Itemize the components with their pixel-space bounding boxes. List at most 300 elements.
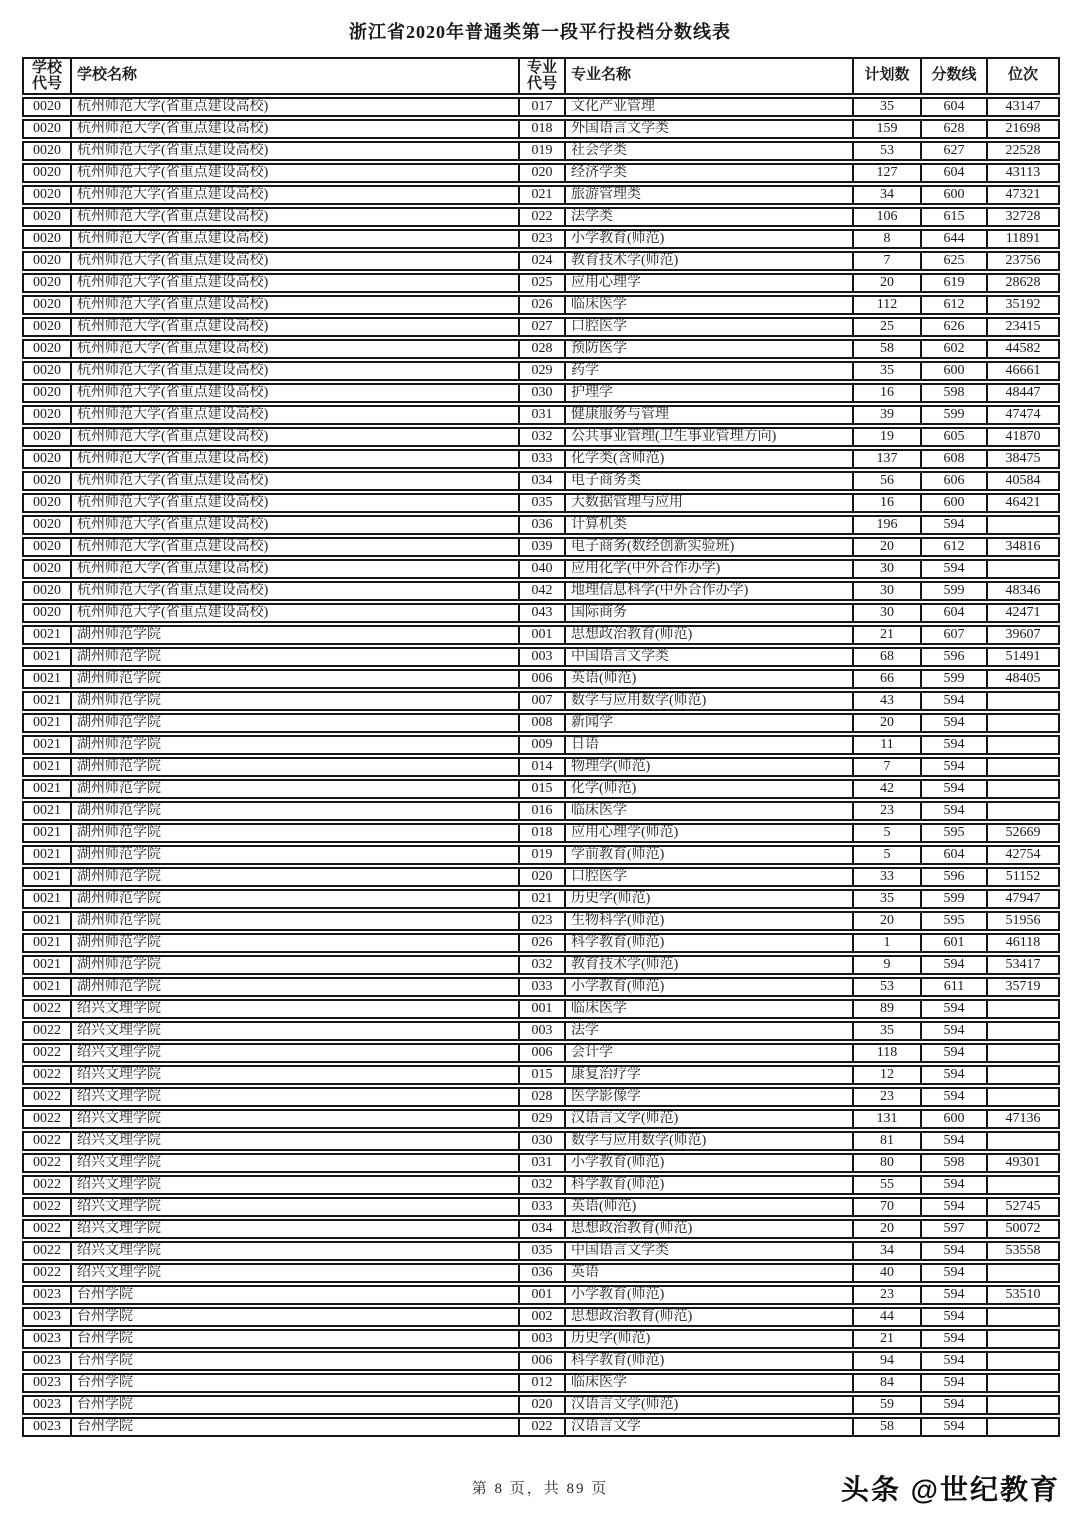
cell-score-line: 594 [920, 781, 986, 797]
cell-school-code: 0021 [33, 957, 61, 972]
cell-score-line: 594 [920, 561, 986, 577]
table-row [22, 999, 1060, 1019]
page-number-footer: 第 8 页，共 89 页 [471, 1481, 609, 1497]
cell-score-line: 600 [920, 1111, 986, 1127]
cell-major-code: 023 [518, 913, 564, 929]
cell-rank: 23415 [986, 319, 1058, 335]
cell-major-code: 019 [518, 143, 564, 159]
cell-rank [986, 1375, 1058, 1391]
cell-rank [986, 1045, 1058, 1061]
page-title: 浙江省2020年普通类第一段平行投档分数线表 [349, 22, 731, 42]
cell-rank [986, 759, 1058, 775]
cell-plan-count: 16 [852, 495, 920, 511]
cell-rank [986, 715, 1058, 731]
cell-major-code: 020 [518, 1397, 564, 1413]
cell-school-name: 杭州师范大学(省重点建设高校) [70, 363, 518, 379]
cell-plan-count: 112 [852, 297, 920, 313]
table-row [22, 911, 1060, 931]
cell-school-name: 湖州师范学院 [70, 803, 518, 819]
cell-rank: 48346 [986, 583, 1058, 599]
cell-school-name: 杭州师范大学(省重点建设高校) [70, 121, 518, 137]
cell-major-name: 临床医学 [564, 1001, 852, 1017]
cell-major-name: 教育技术学(师范) [564, 253, 852, 269]
cell-school-name: 湖州师范学院 [70, 869, 518, 885]
cell-school-name: 杭州师范大学(省重点建设高校) [70, 253, 518, 269]
cell-school-name: 湖州师范学院 [70, 671, 518, 687]
table-row [22, 1307, 1060, 1327]
cell-rank [986, 561, 1058, 577]
table-header-row [22, 57, 1060, 95]
cell-school-code: 0020 [33, 517, 61, 532]
cell-major-name: 科学教育(师范) [564, 1353, 852, 1369]
cell-major-name: 应用心理学 [564, 275, 852, 291]
cell-score-line: 625 [920, 253, 986, 269]
cell-major-name: 物理学(师范) [564, 759, 852, 775]
cell-school-name: 绍兴文理学院 [70, 1023, 518, 1039]
cell-plan-count: 20 [852, 275, 920, 291]
cell-school-name: 杭州师范大学(省重点建设高校) [70, 385, 518, 401]
cell-score-line: 594 [920, 759, 986, 775]
cell-plan-count: 20 [852, 715, 920, 731]
table-row [22, 735, 1060, 755]
cell-plan-count: 11 [852, 737, 920, 753]
cell-school-name: 杭州师范大学(省重点建设高校) [70, 297, 518, 313]
cell-major-name: 地理信息科学(中外合作办学) [564, 583, 852, 599]
table-row [22, 1285, 1060, 1305]
cell-school-name: 湖州师范学院 [70, 913, 518, 929]
cell-school-code: 0023 [33, 1353, 61, 1368]
cell-rank [986, 517, 1058, 533]
table-row [22, 493, 1060, 513]
table-row [22, 449, 1060, 469]
cell-score-line: 602 [920, 341, 986, 357]
cell-rank: 42471 [986, 605, 1058, 621]
cell-score-line: 594 [920, 1045, 986, 1061]
cell-score-line: 596 [920, 649, 986, 665]
table-row [22, 207, 1060, 227]
cell-school-code: 0020 [33, 451, 61, 466]
cell-plan-count: 58 [852, 341, 920, 357]
cell-school-name: 绍兴文理学院 [70, 1111, 518, 1127]
cell-score-line: 596 [920, 869, 986, 885]
cell-school-code: 0020 [33, 407, 61, 422]
cell-major-code: 030 [518, 1133, 564, 1149]
table-row [22, 1417, 1060, 1437]
cell-major-name: 会计学 [564, 1045, 852, 1061]
cell-school-code: 0022 [33, 1177, 61, 1192]
cell-school-code: 0020 [33, 561, 61, 576]
cell-score-line: 594 [920, 1265, 986, 1281]
cell-major-code: 036 [518, 517, 564, 533]
cell-major-name: 电子商务类 [564, 473, 852, 489]
cell-rank [986, 1023, 1058, 1039]
cell-school-code: 0022 [33, 1045, 61, 1060]
cell-score-line: 594 [920, 693, 986, 709]
table-row [22, 1021, 1060, 1041]
table-row [22, 515, 1060, 535]
cell-rank [986, 1309, 1058, 1325]
cell-rank: 42754 [986, 847, 1058, 863]
cell-major-code: 032 [518, 957, 564, 973]
cell-score-line: 594 [920, 517, 986, 533]
cell-score-line: 594 [920, 1353, 986, 1369]
cell-score-line: 597 [920, 1221, 986, 1237]
cell-rank: 41870 [986, 429, 1058, 445]
table-row [22, 1065, 1060, 1085]
cell-school-code: 0020 [33, 605, 61, 620]
cell-school-code: 0021 [33, 891, 61, 906]
cell-major-name: 临床医学 [564, 297, 852, 313]
table-row [22, 163, 1060, 183]
cell-major-name: 小学教育(师范) [564, 979, 852, 995]
cell-major-name: 健康服务与管理 [564, 407, 852, 423]
cell-plan-count: 106 [852, 209, 920, 225]
cell-rank [986, 1331, 1058, 1347]
cell-major-code: 042 [518, 583, 564, 599]
table-row [22, 1197, 1060, 1217]
table-row [22, 625, 1060, 645]
table-row [22, 1043, 1060, 1063]
cell-score-line: 605 [920, 429, 986, 445]
cell-major-code: 003 [518, 1023, 564, 1039]
cell-school-code: 0020 [33, 275, 61, 290]
cell-plan-count: 80 [852, 1155, 920, 1171]
cell-major-code: 031 [518, 1155, 564, 1171]
cell-rank: 53510 [986, 1287, 1058, 1303]
cell-school-code: 0020 [33, 473, 61, 488]
cell-major-name: 汉语言文学(师范) [564, 1111, 852, 1127]
cell-major-name: 数学与应用数学(师范) [564, 693, 852, 709]
cell-plan-count: 56 [852, 473, 920, 489]
cell-rank: 53558 [986, 1243, 1058, 1259]
cell-rank: 48447 [986, 385, 1058, 401]
cell-plan-count: 44 [852, 1309, 920, 1325]
cell-major-name: 康复治疗学 [564, 1067, 852, 1083]
cell-school-code: 0021 [33, 803, 61, 818]
cell-major-name: 思想政治教育(师范) [564, 627, 852, 643]
cell-score-line: 600 [920, 495, 986, 511]
cell-major-name: 社会学类 [564, 143, 852, 159]
cell-rank [986, 1265, 1058, 1281]
cell-plan-count: 196 [852, 517, 920, 533]
cell-school-code: 0022 [33, 1199, 61, 1214]
cell-score-line: 594 [920, 1331, 986, 1347]
table-row [22, 1351, 1060, 1371]
cell-score-line: 594 [920, 957, 986, 973]
cell-plan-count: 33 [852, 869, 920, 885]
cell-score-line: 594 [920, 1287, 986, 1303]
cell-plan-count: 34 [852, 187, 920, 203]
cell-score-line: 594 [920, 715, 986, 731]
cell-plan-count: 59 [852, 1397, 920, 1413]
cell-school-name: 湖州师范学院 [70, 627, 518, 643]
cell-rank [986, 693, 1058, 709]
cell-rank [986, 1133, 1058, 1149]
cell-score-line: 594 [920, 1243, 986, 1259]
table-row [22, 537, 1060, 557]
cell-school-name: 杭州师范大学(省重点建设高校) [70, 605, 518, 621]
cell-score-line: 604 [920, 605, 986, 621]
cell-school-name: 杭州师范大学(省重点建设高校) [70, 561, 518, 577]
cell-school-code: 0021 [33, 737, 61, 752]
cell-school-code: 0020 [33, 99, 61, 114]
cell-school-code: 0022 [33, 1089, 61, 1104]
cell-major-code: 036 [518, 1265, 564, 1281]
cell-school-name: 杭州师范大学(省重点建设高校) [70, 429, 518, 445]
cell-score-line: 607 [920, 627, 986, 643]
table-row [22, 119, 1060, 139]
cell-plan-count: 30 [852, 583, 920, 599]
cell-school-code: 0020 [33, 209, 61, 224]
cell-major-code: 027 [518, 319, 564, 335]
cell-score-line: 594 [920, 1309, 986, 1325]
cell-score-line: 594 [920, 1397, 986, 1413]
table-row [22, 845, 1060, 865]
cell-major-name: 学前教育(师范) [564, 847, 852, 863]
cell-school-code: 0020 [33, 363, 61, 378]
cell-plan-count: 30 [852, 561, 920, 577]
cell-score-line: 599 [920, 671, 986, 687]
cell-plan-count: 42 [852, 781, 920, 797]
table-row [22, 669, 1060, 689]
table-row [22, 295, 1060, 315]
cell-school-code: 0023 [33, 1309, 61, 1324]
cell-school-name: 杭州师范大学(省重点建设高校) [70, 143, 518, 159]
cell-rank: 52669 [986, 825, 1058, 841]
cell-major-name: 应用化学(中外合作办学) [564, 561, 852, 577]
header-major-name: 专业名称 [564, 59, 852, 93]
cell-major-name: 法学 [564, 1023, 852, 1039]
cell-major-code: 030 [518, 385, 564, 401]
cell-school-name: 湖州师范学院 [70, 649, 518, 665]
table-body [22, 97, 1060, 1437]
cell-rank [986, 1001, 1058, 1017]
cell-school-name: 杭州师范大学(省重点建设高校) [70, 165, 518, 181]
cell-score-line: 604 [920, 165, 986, 181]
cell-score-line: 594 [920, 1177, 986, 1193]
cell-school-code: 0022 [33, 1023, 61, 1038]
watermark-logo: 头条 @世纪教育 [840, 1474, 1060, 1505]
cell-score-line: 598 [920, 1155, 986, 1171]
cell-major-code: 033 [518, 979, 564, 995]
table-row [22, 889, 1060, 909]
cell-school-name: 杭州师范大学(省重点建设高校) [70, 407, 518, 423]
cell-plan-count: 7 [852, 759, 920, 775]
cell-major-code: 006 [518, 1353, 564, 1369]
cell-school-code: 0022 [33, 1133, 61, 1148]
cell-rank [986, 1397, 1058, 1413]
cell-school-code: 0021 [33, 847, 61, 862]
cell-score-line: 608 [920, 451, 986, 467]
cell-school-code: 0021 [33, 913, 61, 928]
cell-plan-count: 58 [852, 1419, 920, 1435]
cell-major-code: 020 [518, 869, 564, 885]
cell-rank: 35719 [986, 979, 1058, 995]
cell-school-code: 0022 [33, 1265, 61, 1280]
cell-major-name: 国际商务 [564, 605, 852, 621]
cell-school-code: 0020 [33, 231, 61, 246]
cell-rank: 47321 [986, 187, 1058, 203]
cell-rank: 11891 [986, 231, 1058, 247]
cell-major-name: 口腔医学 [564, 319, 852, 335]
cell-major-code: 003 [518, 649, 564, 665]
cell-major-name: 公共事业管理(卫生事业管理方向) [564, 429, 852, 445]
cell-major-name: 英语(师范) [564, 1199, 852, 1215]
cell-major-code: 022 [518, 1419, 564, 1435]
cell-school-name: 台州学院 [70, 1397, 518, 1413]
cell-rank [986, 781, 1058, 797]
table-row [22, 1373, 1060, 1393]
cell-plan-count: 34 [852, 1243, 920, 1259]
cell-plan-count: 23 [852, 1089, 920, 1105]
cell-plan-count: 1 [852, 935, 920, 951]
cell-score-line: 644 [920, 231, 986, 247]
cell-plan-count: 53 [852, 143, 920, 159]
cell-score-line: 594 [920, 1089, 986, 1105]
cell-school-name: 湖州师范学院 [70, 693, 518, 709]
table-row [22, 97, 1060, 117]
cell-major-code: 018 [518, 121, 564, 137]
cell-school-code: 0023 [33, 1397, 61, 1412]
cell-major-code: 029 [518, 1111, 564, 1127]
cell-score-line: 594 [920, 1375, 986, 1391]
cell-plan-count: 55 [852, 1177, 920, 1193]
cell-school-name: 杭州师范大学(省重点建设高校) [70, 209, 518, 225]
cell-major-name: 汉语言文学 [564, 1419, 852, 1435]
cell-major-code: 020 [518, 165, 564, 181]
cell-major-code: 029 [518, 363, 564, 379]
cell-school-code: 0020 [33, 319, 61, 334]
cell-rank: 49301 [986, 1155, 1058, 1171]
cell-school-name: 绍兴文理学院 [70, 1177, 518, 1193]
cell-rank: 43113 [986, 165, 1058, 181]
cell-plan-count: 159 [852, 121, 920, 137]
table-row [22, 273, 1060, 293]
cell-plan-count: 21 [852, 627, 920, 643]
cell-school-code: 0021 [33, 671, 61, 686]
cell-major-code: 003 [518, 1331, 564, 1347]
cell-plan-count: 9 [852, 957, 920, 973]
cell-major-code: 007 [518, 693, 564, 709]
table-row [22, 185, 1060, 205]
cell-major-name: 药学 [564, 363, 852, 379]
cell-school-name: 绍兴文理学院 [70, 1067, 518, 1083]
cell-plan-count: 53 [852, 979, 920, 995]
cell-major-name: 小学教育(师范) [564, 1287, 852, 1303]
cell-plan-count: 23 [852, 1287, 920, 1303]
cell-school-code: 0022 [33, 1221, 61, 1236]
cell-school-code: 0020 [33, 187, 61, 202]
cell-major-name: 数学与应用数学(师范) [564, 1133, 852, 1149]
cell-plan-count: 25 [852, 319, 920, 335]
cell-rank: 39607 [986, 627, 1058, 643]
cell-plan-count: 8 [852, 231, 920, 247]
cell-major-code: 021 [518, 187, 564, 203]
cell-major-name: 教育技术学(师范) [564, 957, 852, 973]
table-row [22, 559, 1060, 579]
cell-plan-count: 20 [852, 913, 920, 929]
cell-major-code: 022 [518, 209, 564, 225]
cell-major-code: 028 [518, 1089, 564, 1105]
cell-school-code: 0021 [33, 715, 61, 730]
cell-school-name: 杭州师范大学(省重点建设高校) [70, 187, 518, 203]
table-row [22, 977, 1060, 997]
cell-score-line: 604 [920, 99, 986, 115]
cell-school-name: 绍兴文理学院 [70, 1001, 518, 1017]
header-rank: 位次 [986, 59, 1058, 93]
cell-score-line: 600 [920, 363, 986, 379]
cell-rank [986, 1089, 1058, 1105]
cell-score-line: 604 [920, 847, 986, 863]
cell-rank: 50072 [986, 1221, 1058, 1237]
cell-rank: 51956 [986, 913, 1058, 929]
cell-major-name: 新闻学 [564, 715, 852, 731]
cell-major-code: 025 [518, 275, 564, 291]
cell-plan-count: 137 [852, 451, 920, 467]
cell-school-code: 0021 [33, 649, 61, 664]
cell-plan-count: 35 [852, 891, 920, 907]
cell-major-name: 计算机类 [564, 517, 852, 533]
cell-school-code: 0022 [33, 1067, 61, 1082]
cell-school-code: 0020 [33, 539, 61, 554]
cell-school-name: 绍兴文理学院 [70, 1155, 518, 1171]
cell-score-line: 594 [920, 1023, 986, 1039]
cell-major-name: 中国语言文学类 [564, 649, 852, 665]
score-table [22, 57, 1060, 1437]
cell-score-line: 598 [920, 385, 986, 401]
cell-rank [986, 1419, 1058, 1435]
cell-school-name: 湖州师范学院 [70, 715, 518, 731]
cell-major-name: 外国语言文学类 [564, 121, 852, 137]
cell-major-code: 028 [518, 341, 564, 357]
table-row [22, 141, 1060, 161]
cell-major-name: 文化产业管理 [564, 99, 852, 115]
cell-major-name: 英语 [564, 1265, 852, 1281]
cell-school-name: 湖州师范学院 [70, 847, 518, 863]
cell-major-name: 汉语言文学(师范) [564, 1397, 852, 1413]
table-row [22, 383, 1060, 403]
header-school-name: 学校名称 [70, 59, 518, 93]
cell-score-line: 594 [920, 1001, 986, 1017]
cell-rank: 51491 [986, 649, 1058, 665]
cell-score-line: 595 [920, 913, 986, 929]
cell-plan-count: 5 [852, 825, 920, 841]
cell-school-name: 杭州师范大学(省重点建设高校) [70, 451, 518, 467]
cell-score-line: 606 [920, 473, 986, 489]
table-row [22, 251, 1060, 271]
cell-major-name: 化学(师范) [564, 781, 852, 797]
cell-school-name: 杭州师范大学(省重点建设高校) [70, 583, 518, 599]
cell-major-name: 经济学类 [564, 165, 852, 181]
cell-school-name: 台州学院 [70, 1353, 518, 1369]
cell-major-code: 019 [518, 847, 564, 863]
table-row [22, 1241, 1060, 1261]
cell-major-name: 护理学 [564, 385, 852, 401]
cell-plan-count: 43 [852, 693, 920, 709]
cell-school-name: 台州学院 [70, 1287, 518, 1303]
cell-major-code: 018 [518, 825, 564, 841]
cell-rank: 34816 [986, 539, 1058, 555]
cell-rank: 40584 [986, 473, 1058, 489]
cell-major-name: 科学教育(师范) [564, 935, 852, 951]
cell-plan-count: 19 [852, 429, 920, 445]
cell-rank: 47136 [986, 1111, 1058, 1127]
cell-rank: 46118 [986, 935, 1058, 951]
table-row [22, 1087, 1060, 1107]
cell-school-code: 0021 [33, 979, 61, 994]
cell-plan-count: 35 [852, 363, 920, 379]
cell-rank [986, 1177, 1058, 1193]
